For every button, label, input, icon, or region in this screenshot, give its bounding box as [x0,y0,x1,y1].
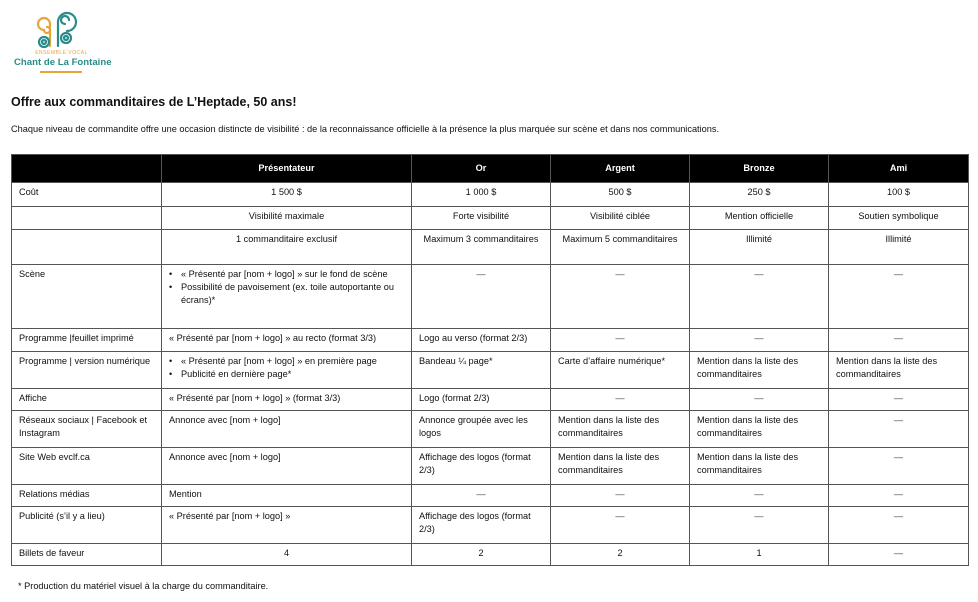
cell-bronze: Mention officielle [690,207,829,230]
table-row-scene [12,265,969,329]
brand-subtitle: ENSEMBLE VOCAL [35,50,88,56]
row-label: Programme |feuillet imprimé [12,329,162,352]
cell-argent: — [551,507,690,544]
cell-ami: — [829,411,969,448]
header-bronze: Bronze [690,155,829,183]
row-label: Relations médias [12,485,162,507]
cell-or: 2 [412,544,551,566]
cell-bronze: — [690,507,829,544]
cell-ami: — [829,485,969,507]
cell-or: Affichage des logos (format 2/3) [412,448,551,485]
intro-text: Chaque niveau de commandite offre une occasion distincte de visibilité : de la reconnaissance officielle à la présence la plus marquée sur scène et dans nos communications. [11,124,720,134]
cell-or: Bandeau ¼ page* [412,352,551,389]
header-argent: Argent [551,155,690,183]
brand-logo [14,10,112,76]
spiral-logo-icon [36,10,86,50]
cell-presentateur: 4 [162,544,412,566]
cell-or: Forte visibilité [412,207,551,230]
header-presentateur: Présentateur [162,155,412,183]
cell-ami: Soutien symbolique [829,207,969,230]
row-label [12,230,162,265]
bullet-item: • « Présenté par [nom + logo] » sur le fond de scène [181,268,404,281]
table-row-programme-numerique [12,352,969,389]
header-ami: Ami [829,155,969,183]
bullet-list [169,355,404,381]
cell-presentateur: Annonce avec [nom + logo] [162,411,412,448]
table-row-affiche [12,389,969,411]
cell-presentateur [162,352,412,389]
cell-presentateur: Visibilité maximale [162,207,412,230]
cell-bronze: — [690,329,829,352]
cell-argent: Carte d’affaire numérique* [551,352,690,389]
cell-presentateur [162,265,412,329]
cell-or: Logo au verso (format 2/3) [412,329,551,352]
page-title: Offre aux commanditaires de L’Heptade, 50 ans! [11,95,297,109]
sponsorship-table [11,154,969,566]
brand-underline [40,71,82,73]
table-row-site-web [12,448,969,485]
brand-name: Chant de La Fontaine [14,57,112,68]
cell-bronze: 250 $ [690,183,829,207]
cell-bronze: 1 [690,544,829,566]
cell-bronze: Mention dans la liste des commanditaires [690,411,829,448]
header-or: Or [412,155,551,183]
table-row-programme-imprime [12,329,969,352]
bullet-list [169,268,404,307]
cell-argent: Mention dans la liste des commanditaires [551,411,690,448]
cell-argent: Visibilité ciblée [551,207,690,230]
bullet-item: • Possibilité de pavoisement (ex. toile autoportante ou écrans)* [181,281,404,307]
cell-or: Maximum 3 commanditaires [412,230,551,265]
table-row-reseaux-sociaux [12,411,969,448]
cell-or: Annonce groupée avec les logos [412,411,551,448]
row-label: Programme | version numérique [12,352,162,389]
cell-bronze: Illimité [690,230,829,265]
cell-bronze: Mention dans la liste des commanditaires [690,352,829,389]
cell-presentateur: 1 500 $ [162,183,412,207]
table-row-nombre [12,230,969,265]
cell-presentateur: « Présenté par [nom + logo] » (format 3/3) [162,389,412,411]
cell-ami: — [829,507,969,544]
row-label: Affiche [12,389,162,411]
cell-presentateur: Mention [162,485,412,507]
bullet-item: • « Présenté par [nom + logo] » en première page [181,355,404,368]
cell-argent: — [551,389,690,411]
table-row-relations-medias [12,485,969,507]
cell-bronze: — [690,389,829,411]
cell-argent: 500 $ [551,183,690,207]
bullet-item: • Publicité en dernière page* [181,368,404,381]
row-label: Scène [12,265,162,329]
row-label: Site Web evclf.ca [12,448,162,485]
cell-bronze: — [690,485,829,507]
table-header-row [12,155,969,183]
cell-or: 1 000 $ [412,183,551,207]
cell-argent: — [551,265,690,329]
table-row-visibilite [12,207,969,230]
cell-or: — [412,265,551,329]
header-cell-empty [12,155,162,183]
row-label: Billets de faveur [12,544,162,566]
cell-ami: Mention dans la liste des commanditaires [829,352,969,389]
cell-or: — [412,485,551,507]
cell-presentateur: « Présenté par [nom + logo] » [162,507,412,544]
cell-bronze: Mention dans la liste des commanditaires [690,448,829,485]
cell-ami: — [829,448,969,485]
cell-ami: — [829,329,969,352]
cell-presentateur: « Présenté par [nom + logo] » au recto (format 3/3) [162,329,412,352]
row-label: Réseaux sociaux | Facebook et Instagram [12,411,162,448]
row-label: Coût [12,183,162,207]
cell-argent: Mention dans la liste des commanditaires [551,448,690,485]
cell-or: Logo (format 2/3) [412,389,551,411]
cell-ami: — [829,265,969,329]
row-label [12,207,162,230]
table-row-cout [12,183,969,207]
table-row-publicite [12,507,969,544]
footnote: * Production du matériel visuel à la charge du commanditaire. [18,581,269,591]
cell-presentateur: Annonce avec [nom + logo] [162,448,412,485]
cell-presentateur: 1 commanditaire exclusif [162,230,412,265]
cell-argent: 2 [551,544,690,566]
cell-argent: Maximum 5 commanditaires [551,230,690,265]
cell-or: Affichage des logos (format 2/3) [412,507,551,544]
cell-ami: — [829,389,969,411]
cell-bronze: — [690,265,829,329]
cell-argent: — [551,329,690,352]
cell-ami: — [829,544,969,566]
table-row-billets [12,544,969,566]
cell-argent: — [551,485,690,507]
cell-ami: 100 $ [829,183,969,207]
cell-ami: Illimité [829,230,969,265]
row-label: Publicité (s’il y a lieu) [12,507,162,544]
